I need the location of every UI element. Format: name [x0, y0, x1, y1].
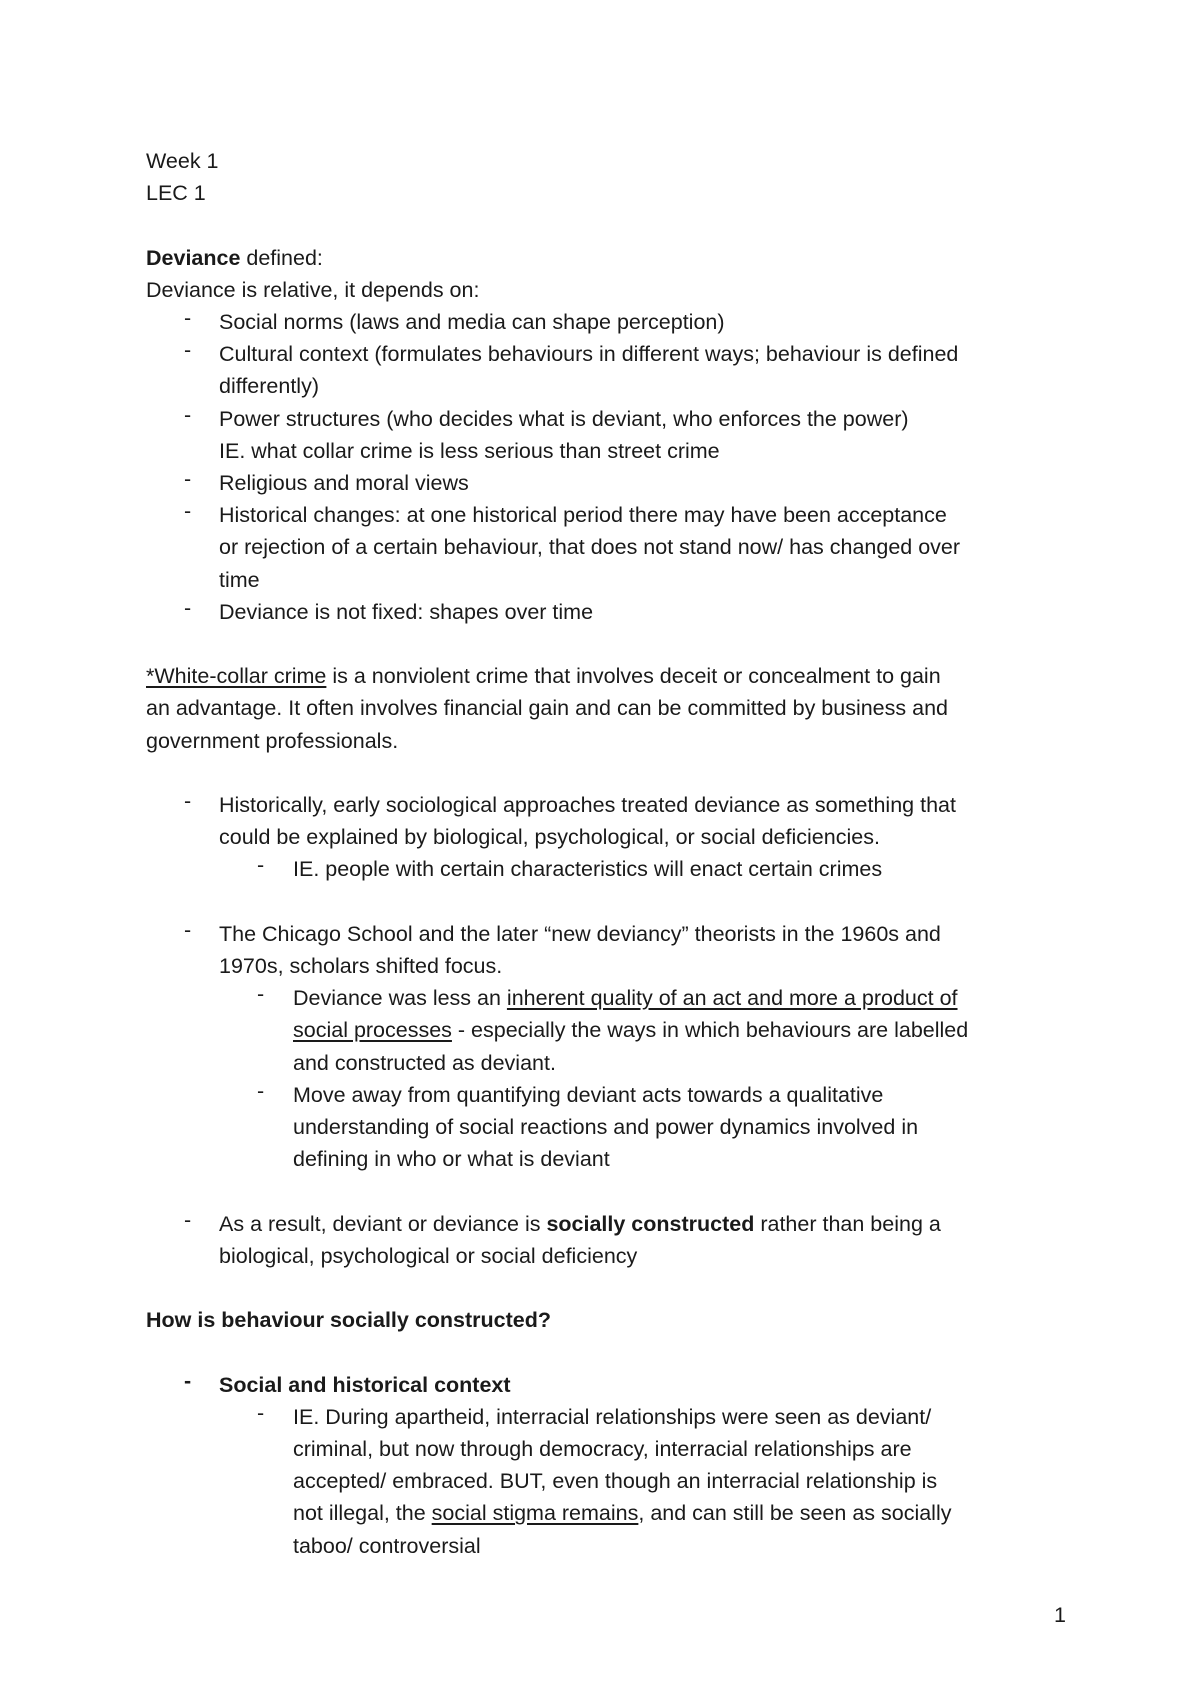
spacer [146, 209, 1086, 241]
list-item-text: Social and historical context [219, 1372, 511, 1397]
dash-marker: - [184, 1207, 192, 1232]
dash-marker: - [184, 306, 192, 330]
deviance-intro: Deviance is relative, it depends on: [146, 277, 480, 302]
list-item-text: Power structures (who decides what is deviant, who enforces the power) [219, 406, 909, 431]
spacer [146, 628, 1086, 660]
list-item-text [219, 1208, 1086, 1240]
dash-marker: - [184, 499, 192, 524]
list-item-text: The Chicago School and the later “new deviancy” theorists in the 1960s and [219, 921, 941, 946]
week-label: Week 1 [146, 149, 219, 173]
sub-list-item [146, 853, 1086, 885]
sub-list-item [146, 982, 1086, 1079]
sub-list-item-text: IE. people with certain characteristics will enact certain crimes [293, 857, 883, 882]
sub-list-item-text: IE. During apartheid, interracial relationships were seen as deviant/ [293, 1404, 932, 1429]
sub-list-item-text [293, 982, 1086, 1014]
deviance-heading-bold: Deviance [146, 245, 241, 270]
list-item-text: Historically, early sociological approaches treated deviance as something that [219, 793, 956, 818]
spacer [146, 757, 1086, 789]
lecture-label: LEC 1 [146, 181, 206, 206]
bold-text: socially constructed [546, 1211, 755, 1236]
page-number: 1 [1054, 1603, 1066, 1627]
list-item-text: time [219, 567, 260, 592]
text-segment: not illegal, the [293, 1501, 432, 1526]
list-item [146, 403, 1086, 467]
text-segment: rather than being a [754, 1211, 941, 1236]
dash-marker: - [184, 1368, 192, 1393]
white-collar-note [146, 660, 1086, 692]
spacer [146, 1272, 1086, 1304]
dash-marker: - [184, 595, 192, 620]
list-item-text: Historical changes: at one historical period there may have been acceptance [219, 503, 947, 528]
list-item-text: differently) [219, 374, 319, 399]
spacer [146, 886, 1086, 918]
text-segment: As a result, deviant or deviance is [219, 1211, 547, 1236]
sub-list-item-text: accepted/ embraced. BUT, even though an interracial relationship is [293, 1469, 938, 1494]
sub-list-item-text: taboo/ controversial [293, 1533, 481, 1558]
dash-marker: - [184, 467, 192, 492]
sub-list-item-text: and constructed as deviant. [293, 1050, 556, 1075]
text-segment: Deviance was less an [293, 986, 507, 1011]
spacer [146, 1336, 1086, 1368]
list-item [146, 918, 1086, 982]
underlined-text: inherent quality of an act and more a product of [506, 986, 958, 1011]
sub-list-item-text: defining in who or what is deviant [293, 1147, 610, 1172]
list-item-text: 1970s, scholars shifted focus. [219, 954, 503, 979]
list-item-text: Social norms (laws and media can shape perception) [219, 310, 725, 334]
white-collar-text: an advantage. It often involves financial gain and can be committed by business and [146, 696, 948, 721]
underlined-text: social processes [293, 1018, 452, 1043]
dash-marker: - [184, 789, 192, 814]
dash-marker: - [257, 1400, 265, 1425]
list-item [146, 467, 1086, 499]
sub-list-item-text: understanding of social reactions and power dynamics involved in [293, 1115, 919, 1140]
list-item [146, 499, 1086, 596]
dash-marker: - [257, 982, 265, 1007]
list-item [146, 596, 1086, 628]
sub-list-item [146, 1079, 1086, 1176]
list-item-text: could be explained by biological, psychological, or social deficiencies. [219, 825, 880, 850]
list-item [146, 1208, 1086, 1272]
sub-list-item [146, 1401, 1086, 1562]
list-item-text: Cultural context (formulates behaviours in different ways; behaviour is defined [219, 342, 959, 367]
underlined-text: social stigma remains [431, 1501, 639, 1526]
white-collar-term: *White-collar crime [146, 664, 327, 689]
dash-marker: - [257, 853, 265, 878]
sub-list-item-text [293, 1014, 1086, 1046]
list-item [146, 789, 1086, 853]
deviance-heading [146, 242, 1086, 274]
list-item [146, 338, 1086, 402]
list-item-text: Religious and moral views [219, 471, 469, 496]
list-item-text: Deviance is not fixed: shapes over time [219, 599, 594, 624]
list-item-text: IE. what collar crime is less serious than street crime [219, 438, 720, 463]
white-collar-text: government professionals. [146, 728, 399, 753]
deviance-heading-rest: defined: [240, 245, 323, 270]
document-page [146, 145, 1086, 1562]
list-item-text: biological, psychological or social deficiency [219, 1243, 638, 1268]
dash-marker: - [184, 338, 192, 363]
text-segment: , and can still be seen as socially [638, 1501, 952, 1526]
dash-marker: - [257, 1078, 265, 1103]
sub-list-item-text [293, 1497, 1086, 1529]
white-collar-text: is a nonviolent crime that involves deceit or concealment to gain [326, 664, 941, 689]
list-item-text: or rejection of a certain behaviour, that does not stand now/ has changed over [219, 535, 961, 560]
spacer [146, 1175, 1086, 1207]
list-item [146, 1369, 1086, 1401]
sub-list-item-text: Move away from quantifying deviant acts towards a qualitative [293, 1082, 884, 1107]
section-heading: How is behaviour socially constructed? [146, 1308, 552, 1333]
dash-marker: - [184, 917, 192, 942]
list-item [146, 306, 1086, 338]
sub-list-item-text: criminal, but now through democracy, interracial relationships are [293, 1437, 912, 1462]
dash-marker: - [184, 402, 192, 427]
text-segment: - especially the ways in which behaviours are labelled [451, 1018, 969, 1043]
